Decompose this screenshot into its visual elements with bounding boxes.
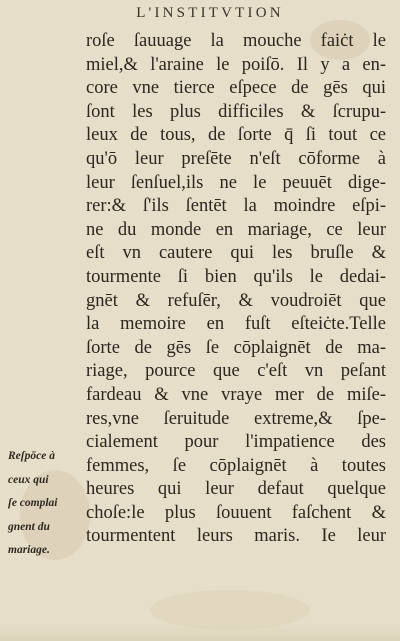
text-line: qu'ō leur preſēte n'eſt cōforme à <box>86 148 386 169</box>
margin-note-line: mariage. <box>8 544 50 557</box>
text-line: ſont les plus difficiles & ſcrupu- <box>86 101 386 122</box>
text-line: choſe:le plus ſouuent faſchent & <box>86 502 386 523</box>
page-bottom-edge <box>0 623 400 641</box>
text-line: res,vne ſeruitude extreme,& ſpe- <box>86 408 386 429</box>
text-line: eſt vn cautere qui les bruſle & <box>86 243 386 264</box>
text-line: rer:& ſ'ils ſentēt la moindre eſpi- <box>86 196 386 217</box>
text-line: la memoire en fuſt eſteiċte.Telle <box>86 314 386 335</box>
text-line: gnēt & refuſēr, & voudroiēt que <box>86 290 386 311</box>
text-line: fardeau & vne vraye mer de miſe- <box>86 384 386 405</box>
text-line: ne du monde en mariage, ce leur <box>86 219 386 240</box>
margin-note-line: gnent du <box>8 520 50 533</box>
text-line: tourmentent leurs maris. Ie leur <box>86 526 386 547</box>
margin-note-line: ſe complai <box>8 497 58 510</box>
margin-note <box>8 445 82 563</box>
text-line: heures qui leur defaut quelque <box>86 479 386 500</box>
text-line: miel,& l'araine le poiſō. Il y a en- <box>86 54 386 75</box>
body-text <box>86 30 386 549</box>
text-line: leux de tous, de ſorte q̄ ſi tout ce <box>86 125 386 146</box>
margin-note-line: ceux qui <box>8 473 49 486</box>
running-head: L'INSTITVTION <box>136 5 284 21</box>
text-line: tourmente ſi bien qu'ils le dedai- <box>86 266 386 287</box>
margin-note-line: Reſpōce à <box>8 450 55 462</box>
text-line: cialement pour l'impatience des <box>86 432 386 453</box>
text-line: core vne tierce eſpece de gēs qui <box>86 78 386 99</box>
text-line: ſorte de gēs ſe cōplaignēt de ma- <box>86 337 386 358</box>
text-line: femmes, ſe cōplaignēt à toutes <box>86 455 386 476</box>
text-line: leur ſenſuel,ils ne le peuuēt dige- <box>86 172 386 193</box>
text-line: riage, pource que c'eſt vn peſant <box>86 361 386 382</box>
text-line: roſe ſauuage la mouche faiċt le <box>86 31 386 51</box>
